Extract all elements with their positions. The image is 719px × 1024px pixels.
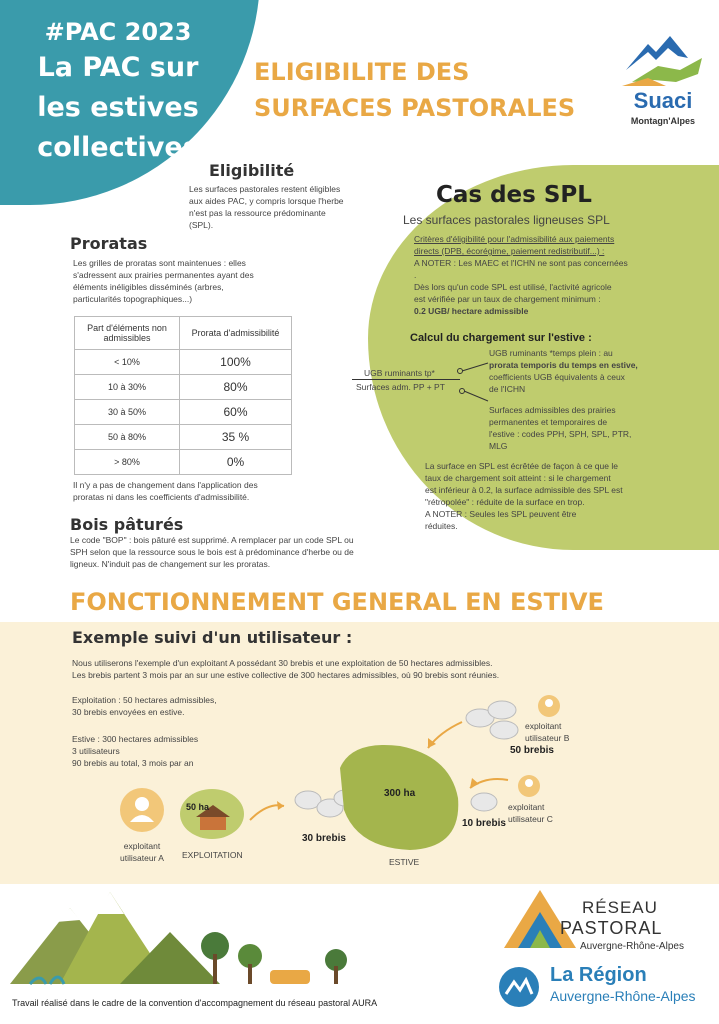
spl-reduction-line-3: est inférieur à 0.2, la surface admissible des SPL est xyxy=(425,485,623,495)
table-row xyxy=(75,350,292,375)
spl-criteria-line-4: . xyxy=(414,270,417,280)
suaci-sub: Montagn'Alpes xyxy=(630,116,696,126)
proratas-line-3: éléments inéligibles disséminés (arbres, xyxy=(73,282,224,292)
user-a-label xyxy=(112,840,172,864)
user-a-line-2: utilisateur A xyxy=(120,853,164,863)
proratas-text xyxy=(73,257,303,305)
spl-reduction-line-1: La surface en SPL est écrêtée de façon à ce que le xyxy=(425,461,618,471)
spl-reduction-line-5: A NOTER : Seules les SPL peuvent être xyxy=(425,509,577,519)
proratas-note-line-2: proratas ni dans les coefficients d'admissibilité. xyxy=(73,492,250,502)
table-cell-part: < 10% xyxy=(75,350,180,375)
spl-criteria-line-6: est vérifiée par un taux de chargement minimum : xyxy=(414,294,601,304)
table-cell-prorata: 100% xyxy=(180,350,292,375)
eligibilite-line-2: aux aides PAC, y compris lorsque l'herbe xyxy=(189,196,344,206)
calc-ugb-line-2: prorata temporis du temps en estive, xyxy=(489,360,638,370)
proratas-note-line-1: Il n'y a pas de changement dans l'application des xyxy=(73,480,258,490)
calc-numerator: UGB ruminants tp* xyxy=(364,368,435,378)
example-intro-line-1: Nous utiliserons l'exemple d'un exploitant A possédant 30 brebis et une exploitation de 50 hectares admissibles. xyxy=(72,658,493,668)
spl-reduction-line-4: "rétropolée" : réduite de la surface en trop. xyxy=(425,497,585,507)
example-heading: Exemple suivi d'un utilisateur : xyxy=(72,628,353,647)
eligibilite-line-4: (SPL). xyxy=(189,220,214,230)
table-row xyxy=(75,375,292,400)
spl-criteria-line-1: Critères d'éligibilité pour l'admissibilité aux paiements xyxy=(414,234,615,244)
footer-landscape-icon xyxy=(0,884,360,994)
bois-text xyxy=(70,534,370,570)
spl-reduction-line-2: taux de chargement soit atteint : si le chargement xyxy=(425,473,611,483)
bois-line-1: Le code "BOP" : bois pâturé est supprimé. A remplacer par un code SPL ou xyxy=(70,535,354,545)
fonctionnement-heading: FONCTIONNEMENT GENERAL EN ESTIVE xyxy=(70,588,604,616)
spl-criteria-line-2: directs (DPB, écorégime, paiement redistributif...) : xyxy=(414,246,605,256)
spl-criteria-line-5: Dès lors qu'un code SPL est utilisé, l'activité agricole xyxy=(414,282,612,292)
example-exploitation-line-2: 30 brebis envoyées en estive. xyxy=(72,707,185,717)
calc-denominator: Surfaces adm. PP + PT xyxy=(356,382,445,392)
sheep-30-label: 30 brebis xyxy=(302,833,346,844)
proratas-note xyxy=(73,479,313,503)
reseau-line-1: RÉSEAU xyxy=(582,898,658,917)
example-estive-line-3: 90 brebis au total, 3 mois par an xyxy=(72,758,194,768)
header-line-2: La PAC sur xyxy=(37,52,199,83)
spl-threshold: 0.2 UGB/ hectare admissible xyxy=(414,306,529,316)
header-line-4: collectives xyxy=(37,132,199,163)
table-cell-part: 10 à 30% xyxy=(75,375,180,400)
mountain-logo-icon xyxy=(618,30,708,90)
calc-ugb-explain xyxy=(489,347,689,395)
user-b-label xyxy=(525,720,569,744)
table-row xyxy=(75,400,292,425)
calc-heading: Calcul du chargement sur l'estive : xyxy=(410,332,592,344)
spl-criteria-line-3: A NOTER : Les MAEC et l'ICHN ne sont pas concernées xyxy=(414,258,628,268)
prorata-table-header xyxy=(75,317,292,350)
region-logo-icon xyxy=(498,966,540,1008)
spl-reduction-line-6: réduites. xyxy=(425,521,458,531)
calc-surfaces-line-3: l'estive : codes PPH, SPH, SPL, PTR, xyxy=(489,429,632,439)
calc-surfaces-line-1: Surfaces admissibles des prairies xyxy=(489,405,616,415)
example-estive-line-2: 3 utilisateurs xyxy=(72,746,120,756)
table-cell-prorata: 0% xyxy=(180,450,292,475)
table-cell-part: 50 à 80% xyxy=(75,425,180,450)
header-hashtag: #PAC 2023 xyxy=(44,18,192,46)
proratas-heading: Proratas xyxy=(70,234,148,253)
bois-line-2: SPH selon que la ressource sous le bois est à prédominance d'herbe ou de xyxy=(70,547,354,557)
example-exploitation-line-1: Exploitation : 50 hectares admissibles, xyxy=(72,695,217,705)
calc-surfaces-explain xyxy=(489,404,689,452)
proratas-line-1: Les grilles de proratas sont maintenues : elles xyxy=(73,258,246,268)
prorata-col-part xyxy=(75,317,180,350)
prorata-col-part-line-1: Part d'éléments non xyxy=(87,323,167,333)
page-title-line-1: ELIGIBILITE DES xyxy=(254,58,470,86)
table-cell-prorata: 80% xyxy=(180,375,292,400)
footer-text: Travail réalisé dans le cadre de la convention d'accompagnement du réseau pastoral AURA xyxy=(12,998,378,1008)
region-line-1: La Région xyxy=(550,964,647,986)
user-c-label xyxy=(508,801,553,825)
page-title-line-2: SURFACES PASTORALES xyxy=(254,94,576,122)
example-intro xyxy=(72,657,672,681)
estive-label: ESTIVE xyxy=(389,857,420,867)
estive-diagram xyxy=(0,680,719,880)
bois-line-3: ligneux. N'induit pas de changement sur les proratas. xyxy=(70,559,271,569)
sheep-10-label: 10 brebis xyxy=(462,818,506,829)
calc-ugb-line-3: coefficients UGB équivalents à ceux xyxy=(489,372,625,382)
eligibilite-heading: Eligibilité xyxy=(209,161,295,180)
table-cell-part: 30 à 50% xyxy=(75,400,180,425)
prorata-col-part-line-2: admissibles xyxy=(103,333,151,343)
spl-subheading: Les surfaces pastorales ligneuses SPL xyxy=(403,213,610,227)
table-row xyxy=(75,450,292,475)
user-a-line-1: exploitant xyxy=(123,841,161,851)
proratas-line-4: particularités topographiques...) xyxy=(73,294,193,304)
calc-surfaces-line-4: MLG xyxy=(489,441,508,451)
prorata-table xyxy=(74,316,292,475)
calc-ugb-line-4: de l'ICHN xyxy=(489,384,526,394)
example-intro-line-2: Les brebis partent 3 mois par an sur une estive collective de 300 hectares admissibles, où 90 brebis sont réunies. xyxy=(72,670,500,680)
sheep-50-label: 50 brebis xyxy=(510,745,554,756)
calc-connector-icon xyxy=(440,355,490,405)
user-b-line-1: exploitant xyxy=(525,721,562,731)
eligibilite-line-1: Les surfaces pastorales restent éligibles xyxy=(189,184,341,194)
header-line-3: les estives xyxy=(37,92,199,123)
example-estive-line-1: Estive : 300 hectares admissibles xyxy=(72,734,199,744)
suaci-name: Suaci xyxy=(633,88,693,113)
calc-surfaces-line-2: permanentes et temporaires de xyxy=(489,417,608,427)
user-c-line-2: utilisateur C xyxy=(508,814,553,824)
table-cell-prorata: 60% xyxy=(180,400,292,425)
calc-ugb-line-1: UGB ruminants *temps plein : au xyxy=(489,348,613,358)
spl-reduction xyxy=(425,460,675,532)
table-row xyxy=(75,425,292,450)
estive-ha-label: 300 ha xyxy=(384,788,416,799)
bois-heading: Bois pâturés xyxy=(70,515,184,534)
reseau-line-2: PASTORAL xyxy=(560,918,663,938)
eligibilite-text xyxy=(189,183,379,231)
user-b-line-2: utilisateur B xyxy=(525,733,570,743)
suaci-logo xyxy=(618,30,708,134)
spl-criteria xyxy=(414,233,684,317)
region-line-2: Auvergne-Rhône-Alpes xyxy=(550,988,696,1004)
prorata-col-prorata: Prorata d'admissibilité xyxy=(180,317,292,350)
user-c-line-1: exploitant xyxy=(508,802,545,812)
spl-heading: Cas des SPL xyxy=(436,182,592,208)
proratas-line-2: s'adressent aux prairies permanentes ayant des xyxy=(73,270,254,280)
table-cell-prorata: 35 % xyxy=(180,425,292,450)
farm-ha-label: 50 ha xyxy=(186,802,210,812)
exploitation-label: EXPLOITATION xyxy=(182,850,243,860)
table-cell-part: > 80% xyxy=(75,450,180,475)
eligibilite-line-3: n'est pas la ressource prédominante xyxy=(189,208,326,218)
reseau-line-3: Auvergne-Rhône-Alpes xyxy=(580,941,684,952)
